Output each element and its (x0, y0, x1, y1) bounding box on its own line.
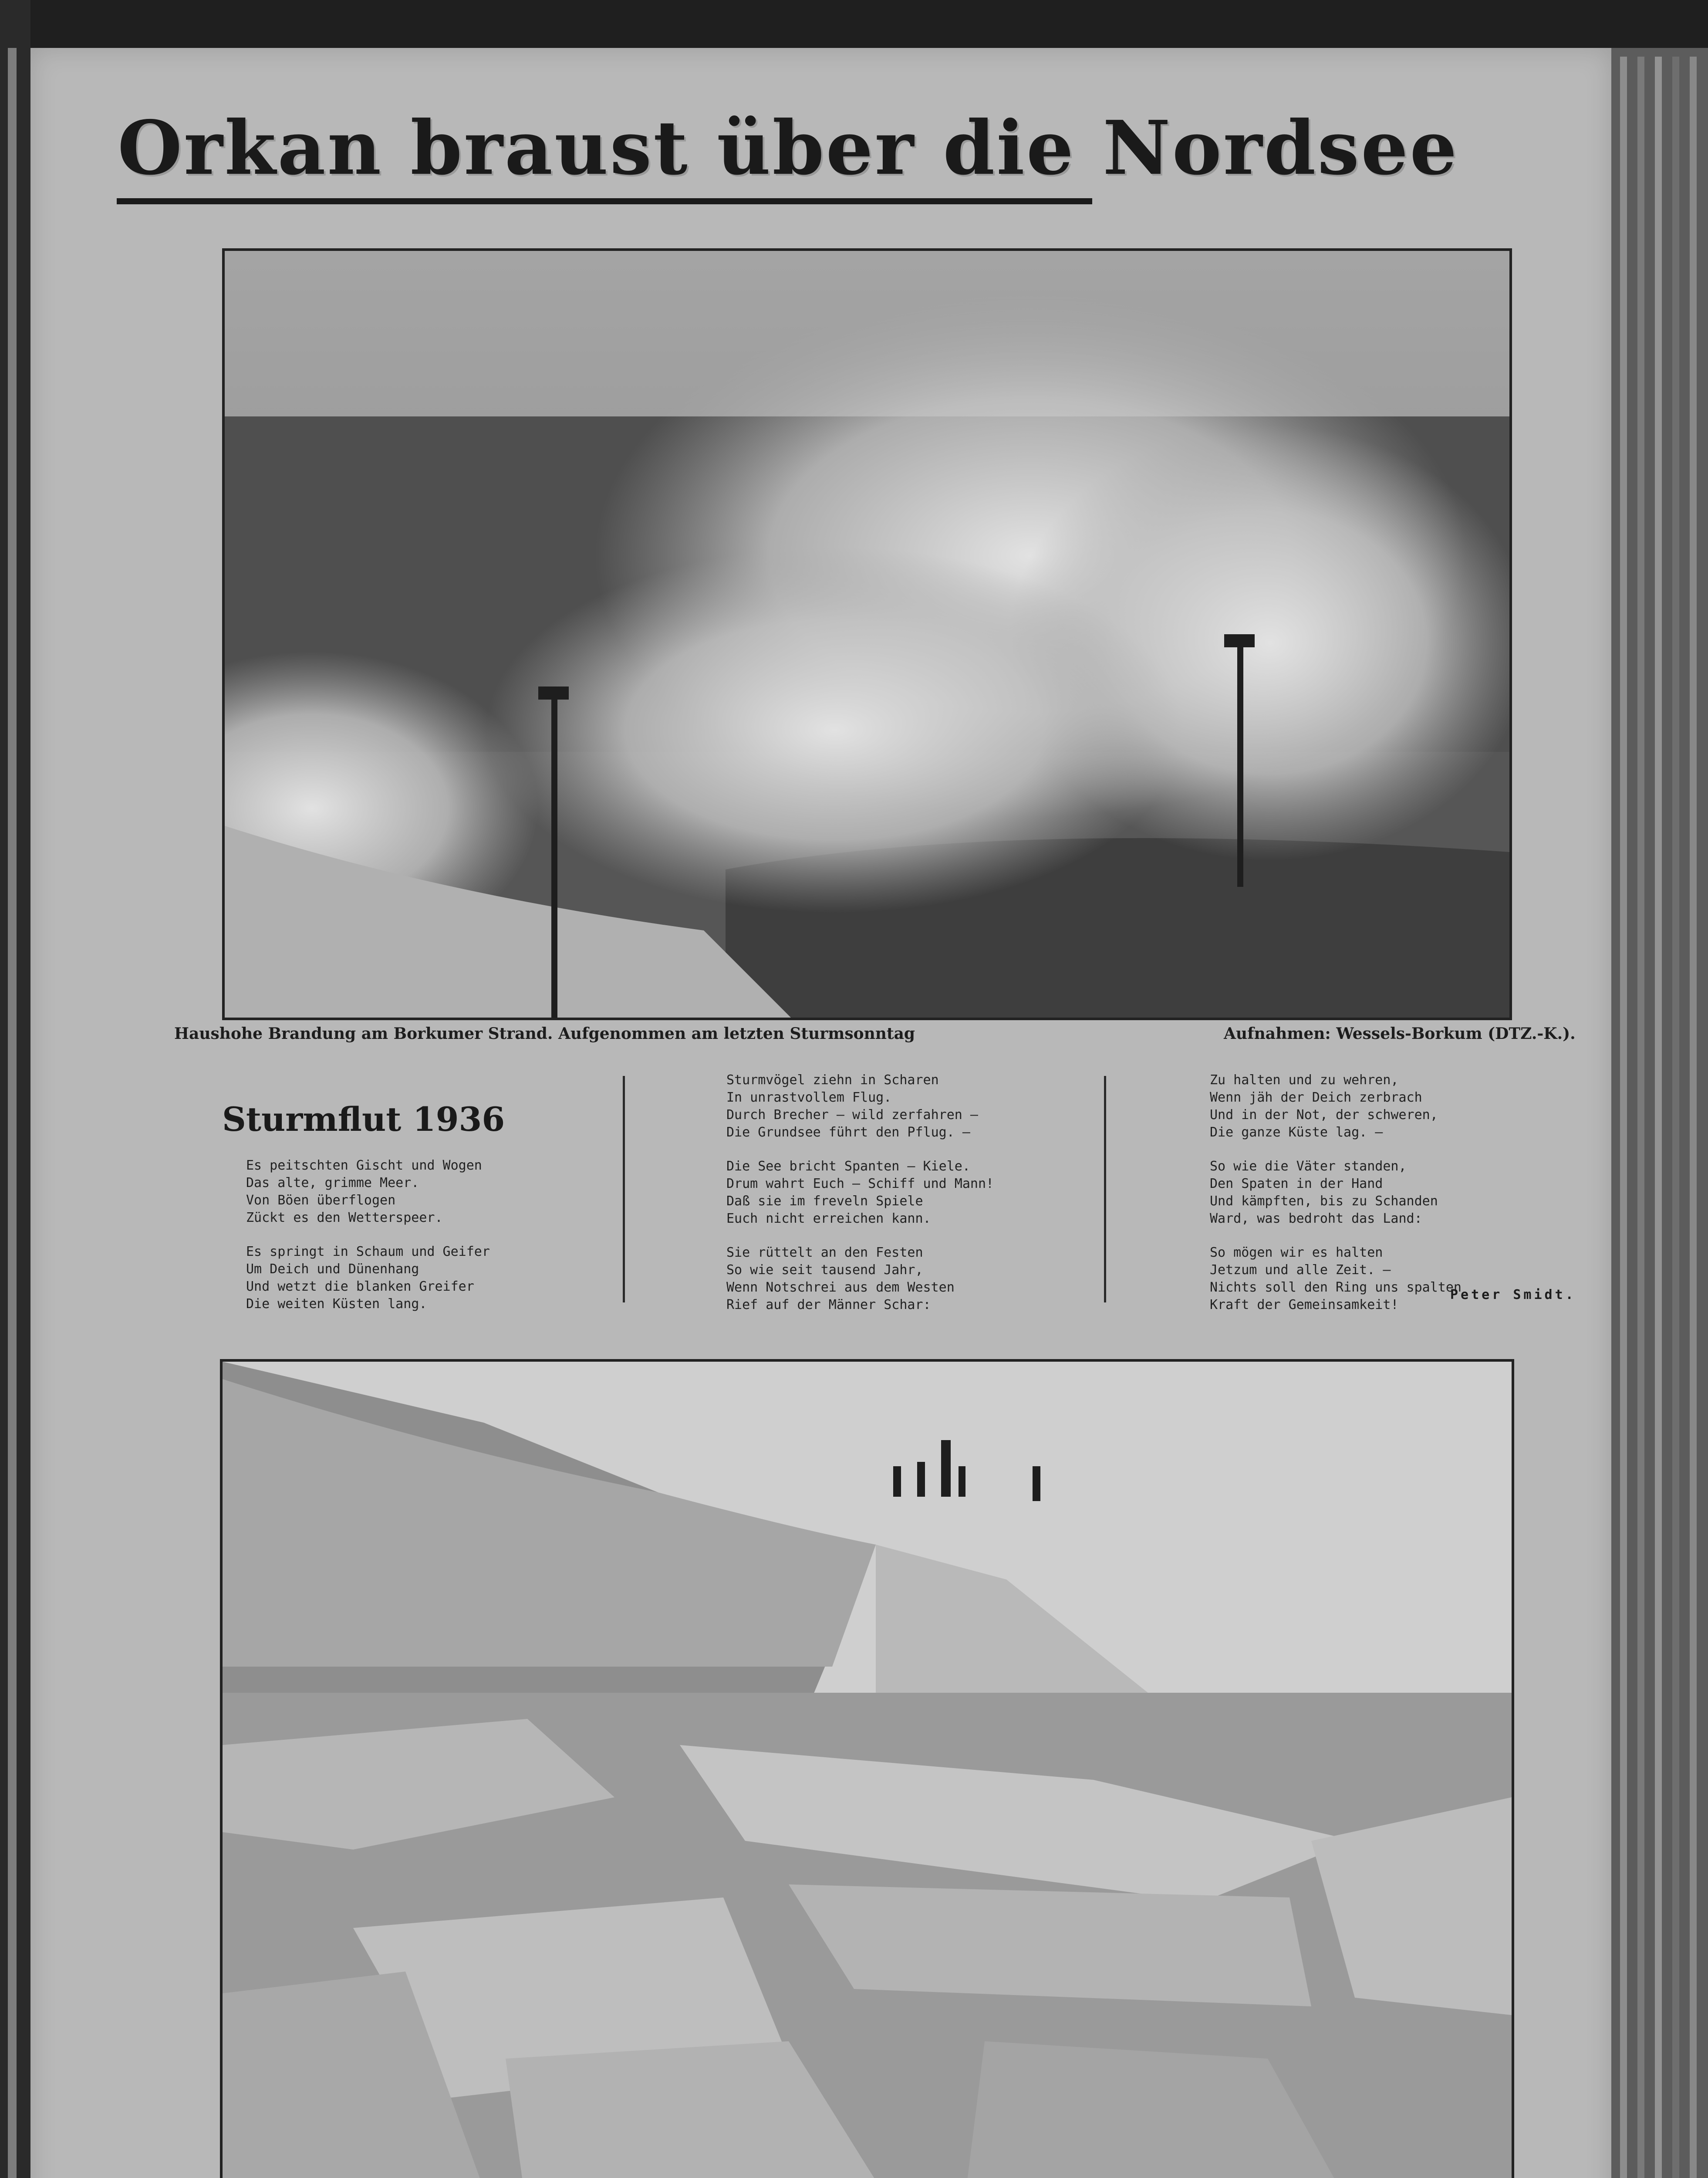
poem-line: Kraft der Gemeinsamkeit! (1210, 1297, 1399, 1312)
poem-line: Und wetzt die blanken Greifer (246, 1279, 474, 1294)
poem-column-2 (726, 1072, 994, 1330)
poem-line: Nichts soll den Ring uns spalten (1210, 1280, 1462, 1295)
poem-line: Durch Brecher — wild zerfahren — (726, 1107, 978, 1123)
poem-line: Rief auf der Männer Schar: (726, 1297, 931, 1312)
book-left-edge (0, 0, 30, 2178)
poem-line: In unrastvollem Flug. (726, 1090, 892, 1105)
poem-stanza (726, 1072, 994, 1141)
photo1-credit: Aufnahmen: Wessels-Borkum (DTZ.-K.). (1224, 1025, 1576, 1043)
photo-surf-borkum (222, 248, 1512, 1020)
poem-line: Von Böen überflogen (246, 1193, 396, 1208)
poem-stanza (1210, 1244, 1462, 1314)
poem-line: Zückt es den Wetterspeer. (246, 1210, 443, 1225)
poem-line: So wie seit tausend Jahr, (726, 1262, 923, 1278)
poem-author: Peter Smidt. (1450, 1287, 1576, 1302)
poem-line: Ward, was bedroht das Land: (1210, 1211, 1422, 1226)
poem-stanza (726, 1158, 994, 1228)
page-title: Orkan braust über die Nordsee (118, 105, 1459, 192)
poem-line: Sie rüttelt an den Festen (726, 1245, 923, 1260)
page-leaf (1690, 57, 1697, 2178)
poem-line: Die ganze Küste lag. — (1210, 1125, 1383, 1140)
surf-photo-graphic (225, 251, 1509, 1018)
poem-line: So mögen wir es halten (1210, 1245, 1383, 1260)
poem-line: Zu halten und zu wehren, (1210, 1072, 1399, 1088)
poem-line: Und kämpften, bis zu Schanden (1210, 1194, 1438, 1209)
poem-line: Sturmvögel ziehn in Scharen (726, 1072, 939, 1088)
photo1-caption: Haushohe Brandung am Borkumer Strand. Aufgenommen am letzten Sturmsonntag (174, 1025, 915, 1043)
poem-line: Jetzum und alle Zeit. — (1210, 1262, 1391, 1278)
previous-page-edge (8, 48, 17, 2178)
poem-line: Die Grundsee führt den Pflug. — (726, 1125, 970, 1140)
poem-stanza (1210, 1158, 1462, 1228)
poem-line: Drum wahrt Euch — Schiff und Mann! (726, 1176, 994, 1191)
poem-title: Sturmflut 1936 (222, 1100, 505, 1139)
poem-line: Wenn Notschrei aus dem Westen (726, 1280, 955, 1295)
poem-line: So wie die Väter standen, (1210, 1159, 1407, 1174)
title-underline (117, 198, 1092, 204)
poem-line: Die weiten Küsten lang. (246, 1296, 427, 1312)
column-divider (1104, 1076, 1106, 1302)
poem-line: Es springt in Schaum und Geifer (246, 1244, 490, 1259)
poem-stanza (1210, 1072, 1462, 1141)
page-leaf (1620, 57, 1627, 2178)
book-page-stack (1611, 48, 1708, 2178)
poem-line: Um Deich und Dünenhang (246, 1261, 419, 1277)
poem-stanza (246, 1157, 490, 1227)
photo-destroyed-seawall (220, 1359, 1514, 2178)
poem-line: Es peitschten Gischt und Wogen (246, 1158, 482, 1173)
poem-line: Die See bricht Spanten — Kiele. (726, 1159, 970, 1174)
poem-line: Daß sie im freveln Spiele (726, 1194, 923, 1209)
poem-stanza (246, 1243, 490, 1313)
poem-line: Euch nicht erreichen kann. (726, 1211, 931, 1226)
poem-column-3 (1210, 1072, 1462, 1330)
seawall-photo-graphic (223, 1362, 1512, 2178)
poem-line: Und in der Not, der schweren, (1210, 1107, 1438, 1123)
poem-stanza (726, 1244, 994, 1314)
poem-column-1 (246, 1157, 490, 1329)
poem-line: Wenn jäh der Deich zerbrach (1210, 1090, 1422, 1105)
poem-line: Das alte, grimme Meer. (246, 1175, 419, 1190)
page-leaf (1637, 57, 1644, 2178)
page-leaf (1672, 57, 1679, 2178)
poem-line: Den Spaten in der Hand (1210, 1176, 1383, 1191)
column-divider (623, 1076, 625, 1302)
page-leaf (1655, 57, 1662, 2178)
